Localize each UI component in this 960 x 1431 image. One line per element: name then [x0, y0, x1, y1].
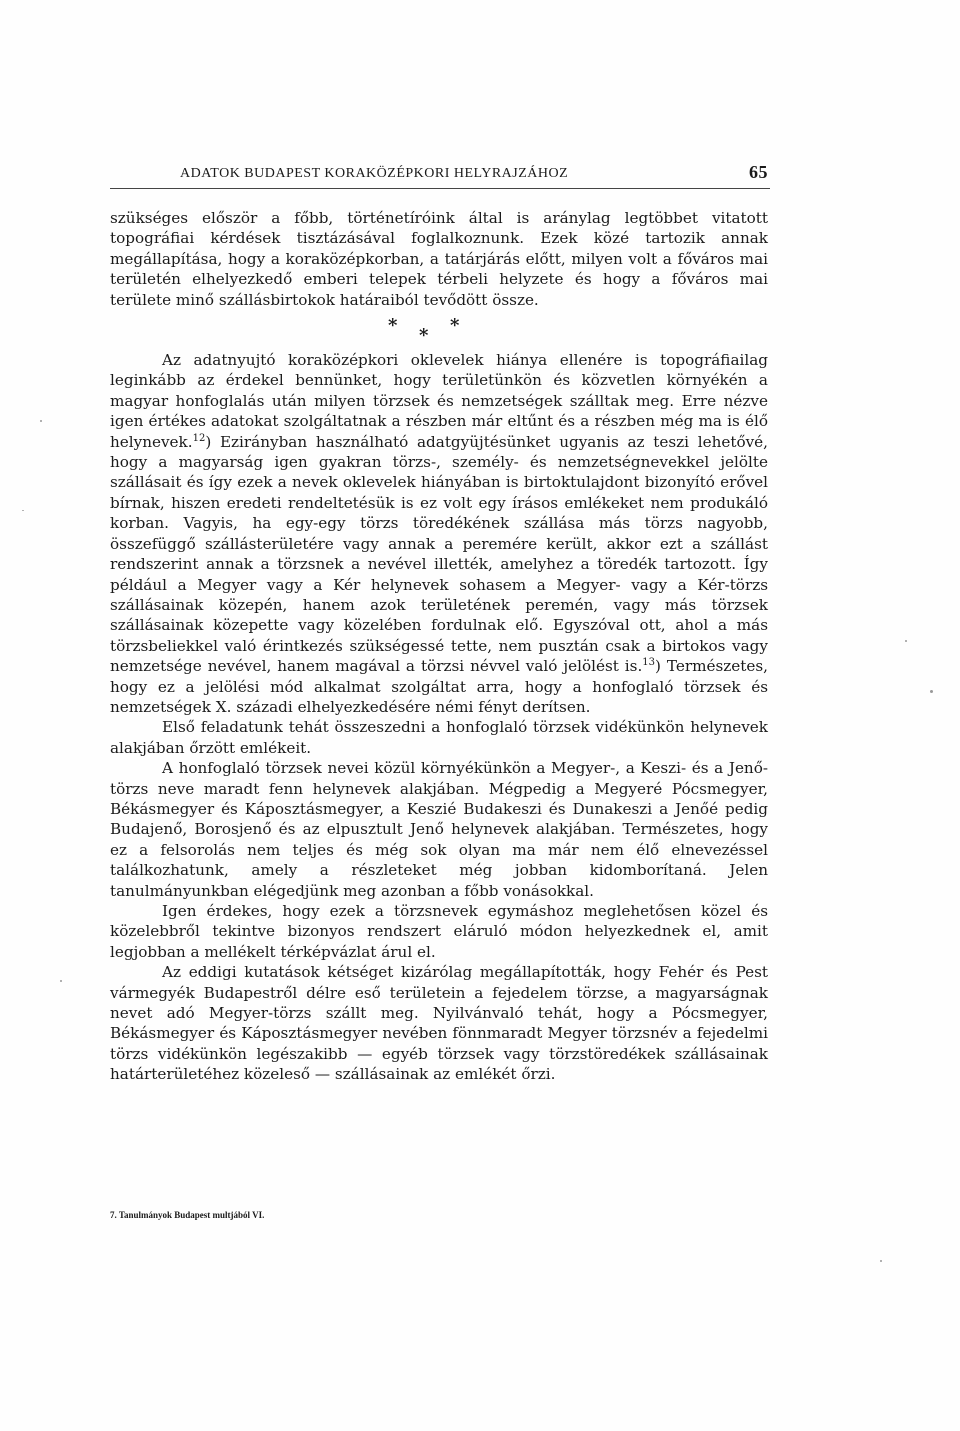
scan-speck	[905, 640, 907, 642]
paragraph-2: Első feladatunk tehát összeszedni a honfoglaló törzsek vidékünkön helynevek alakjában őrzött emlékeit.	[110, 718, 768, 757]
footnote-ref-13: 13	[642, 657, 656, 669]
body-text	[110, 208, 768, 1085]
asterism-star-left: *	[388, 315, 398, 337]
asterism	[110, 310, 768, 350]
scan-speck	[22, 510, 24, 511]
scan-speck	[880, 1260, 882, 1262]
page-number: 65	[749, 162, 768, 182]
printer-signature: 7. Tanulmányok Budapest multjából VI.	[110, 1210, 265, 1220]
footnote-ref-12: 12	[192, 432, 206, 444]
header-rule	[110, 188, 770, 189]
scan-speck	[930, 690, 933, 693]
paragraph-3: A honfoglaló törzsek nevei közül környékünkön a Megyer-, a Keszi- és a Jenő-törzs neve maradt fenn helynevek alakjában. Mégpedig a Megyeré Pócsmegyer, Békásmegyer és Káposztásmegyer, a Keszié Budakeszi és Dunakeszi a Jenőé pedig Budajenő, Borosjenő és az elpusztult Jenő helynevek alakjában. Természetes, hogy ez a felsorolás nem teljes és még sok olyan ma már nem élő elnevezéssel találkozhatunk, amely a részleteket még jobban kidomborítaná. Jelen tanulmányunkban elégedjünk meg azonban a főbb vonásokkal.	[110, 759, 768, 900]
paragraph-5: Az eddigi kutatások kétséget kizárólag megállapították, hogy Fehér és Pest vármegyék Budapestről délre eső területein a fejedelem törzse, a magyarságnak nevet adó Megyer-törzs szállt meg. Nyilvánvaló tehát, hogy a Pócsmegyer, Békásmegyer és Káposztásmegyer nevében fönnmaradt Megyer törzsnév a fejedelmi törzs vidékünkön legészakibb — egyéb törzsek vagy törzstöredékek szállásainak határterületéhez közeleső — szállásainak az emlékét őrzi.	[110, 963, 768, 1084]
intro-paragraph: szükséges először a főbb, történetíróink által is aránylag legtöbbet vitatott topográfiai kérdések tisztázásával foglalkoznunk. Ezek közé tartozik annak megállapítása, hogy a koraközépkorban, a tatárjárás előtt, milyen volt a főváros mai területén elhelyezkedő emberi telepek térbeli helyzete és hogy a főváros mai területe minő szállásbirtokok határaiból tevődött össze.	[110, 209, 768, 309]
paragraph-1-part-2: ) Ezirányban használható adatgyüjtésünket ugyanis az teszi lehetővé, hogy a magyarság igen gyakran törzs-, személy- és nemzetségnevekkel jelölte szállásait és így ezek a nevek oklevelek hiányában is birtoktulajdont bizonyító erővel bírnak, hiszen eredeti rendeltetésük is ez volt egy írásos emlékeket nem produkáló korban. Vagyis, ha egy-egy törzs töredékének szállása más törzs nagyobb, összefüggő szállásterületére vagy annak a peremére került, akkor ezt a szállást rendszerint annak a törzsnek a nevével illették, amelyhez a töredék tartozott. Így például a Megyer vagy a Kér helynevek sohasem a Megyer- vagy a Kér-törzs szállásainak közepén, hanem azok területének peremén, vagy más törzsek szállásainak közepette vagy közelében fordulnak elő. Egyszóval ott, ahol a más törzsbeliekkel való érintkezés szükségessé tette, nem pusztán csak a birtokos vagy nemzetsége nevével, hanem magával a törzsi névvel való jelölést is.	[110, 432, 768, 676]
running-title: ADATOK BUDAPEST KORAKÖZÉPKORI HELYRAJZÁHOZ	[180, 166, 569, 181]
scan-speck	[40, 420, 42, 422]
asterism-star-right: *	[450, 315, 460, 337]
paragraph-1-part-3: ) Természetes, hogy ez a jelölési mód alkalmat szolgáltat arra, hogy a honfoglaló törzsek és nemzetségek X. századi elhelyezkedésére némi fényt derítsen.	[110, 657, 768, 716]
scan-speck	[60, 980, 62, 982]
paragraph-4: Igen érdekes, hogy ezek a törzsnevek egymáshoz meglehetősen közel és közelebbről tekintve bizonyos rendszert eláruló módon helyezkednek el, amit legjobban a mellékelt térképvázlat árul el.	[110, 902, 768, 961]
paragraph-1-part-1: Az adatnyujtó koraközépkori oklevelek hiánya ellenére is topográfiailag leginkább az érdekel bennünket, hogy területünkön és közvetlen környékén a magyar honfoglalás után milyen törzsek és nemzetségek szálltak meg. Erre nézve igen értékes adatokat szolgáltatnak a részben már eltűnt és a részben még ma is élő helynevek.	[110, 351, 768, 451]
page-header	[152, 162, 768, 184]
paragraph-1	[110, 350, 768, 717]
asterism-star-center: *	[419, 325, 429, 347]
